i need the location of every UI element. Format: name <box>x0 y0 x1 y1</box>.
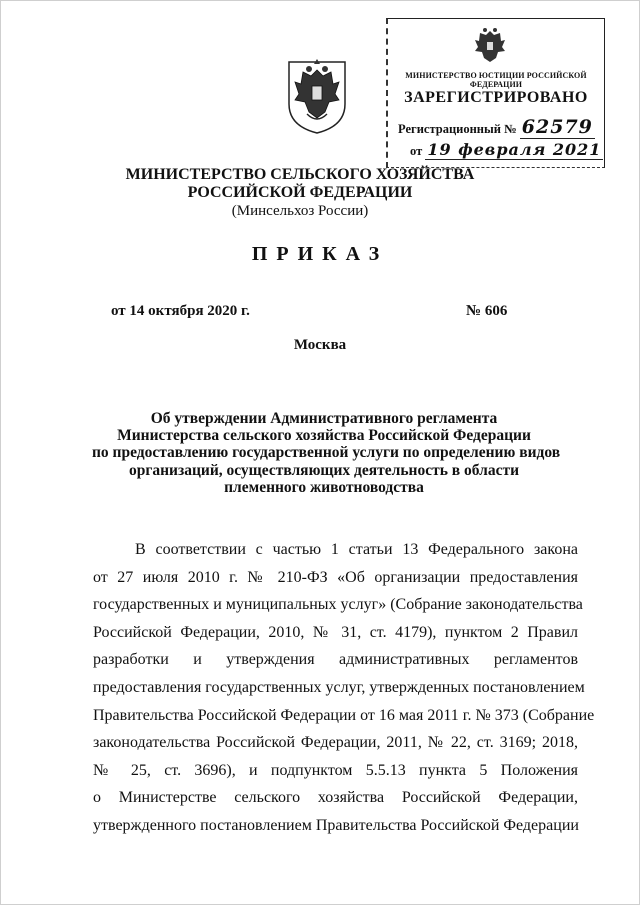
title-line: Об утверждении Административного регламента <box>150 410 498 427</box>
document-title <box>92 410 561 496</box>
body-line: о Министерстве сельского хозяйства Российской Федерации, <box>93 789 578 807</box>
order-city: Москва <box>293 337 347 353</box>
stamp-emblem <box>470 25 510 69</box>
body-line: утвержденного постановлением Правительства Российской Федерации <box>93 816 579 834</box>
body-line: В соответствии с частью 1 статьи 13 Федерального закона <box>135 541 578 558</box>
stamp-reg-row <box>398 116 595 138</box>
ministry-name-line2: РОССИЙСКОЙ ФЕДЕРАЦИИ <box>187 184 413 201</box>
body-line: от 27 июля 2010 г. № 210-ФЗ «Об организации предоставления <box>93 568 578 586</box>
title-line: по предоставлению государственной услуги по определению видов <box>92 444 561 462</box>
document-type: ПРИКАЗ <box>251 243 389 265</box>
stamp-date-label: от <box>410 144 423 158</box>
body-line: государственных и муниципальных услуг» (Собрание законодательства <box>93 596 583 614</box>
body-line: законодательства Российской Федерации, 2011, № 22, ст. 3169; 2018, <box>93 734 578 752</box>
registration-stamp <box>386 18 605 168</box>
body-line: Российской Федерации, 2010, № 31, ст. 4179), пунктом 2 Правил <box>93 623 578 641</box>
ministry-name-line1: МИНИСТЕРСТВО СЕЛЬСКОГО ХОЗЯЙСТВА <box>125 166 475 183</box>
body-paragraph <box>93 536 595 840</box>
stamp-status: ЗАРЕГИСТРИРОВАНО <box>404 89 588 106</box>
body-line: разработки и утверждения административных регламентов <box>93 651 578 669</box>
stamp-date-row <box>410 140 603 159</box>
title-line: Министерства сельского хозяйства Российской Федерации <box>117 427 531 445</box>
ministry-short-name: (Минсельхоз России) <box>231 203 369 219</box>
body-line: № 25, ст. 3696), и подпунктом 5.5.13 пункта 5 Положения <box>93 761 578 779</box>
title-line: племенного животноводства <box>224 478 424 496</box>
stamp-ministry: МИНИСТЕРСТВО ЮСТИЦИИ РОССИЙСКОЙ ФЕДЕРАЦИИ <box>405 71 587 89</box>
title-line: организаций, осуществляющих деятельность в области <box>128 461 520 479</box>
order-number: № 606 <box>466 303 508 319</box>
stamp-reg-date: 19 февраля 2021 <box>427 140 602 159</box>
stamp-reg-label: Регистрационный № <box>398 122 517 136</box>
order-date: от 14 октября 2020 г. <box>111 303 250 319</box>
body-line: Правительства Российской Федерации от 16 мая 2011 г. № 373 (Собрание <box>93 706 595 724</box>
body-line: предоставления государственных услуг, утвержденных постановлением <box>93 678 585 696</box>
stamp-reg-number: 62579 <box>521 116 593 138</box>
coat-of-arms-emblem <box>281 56 353 136</box>
